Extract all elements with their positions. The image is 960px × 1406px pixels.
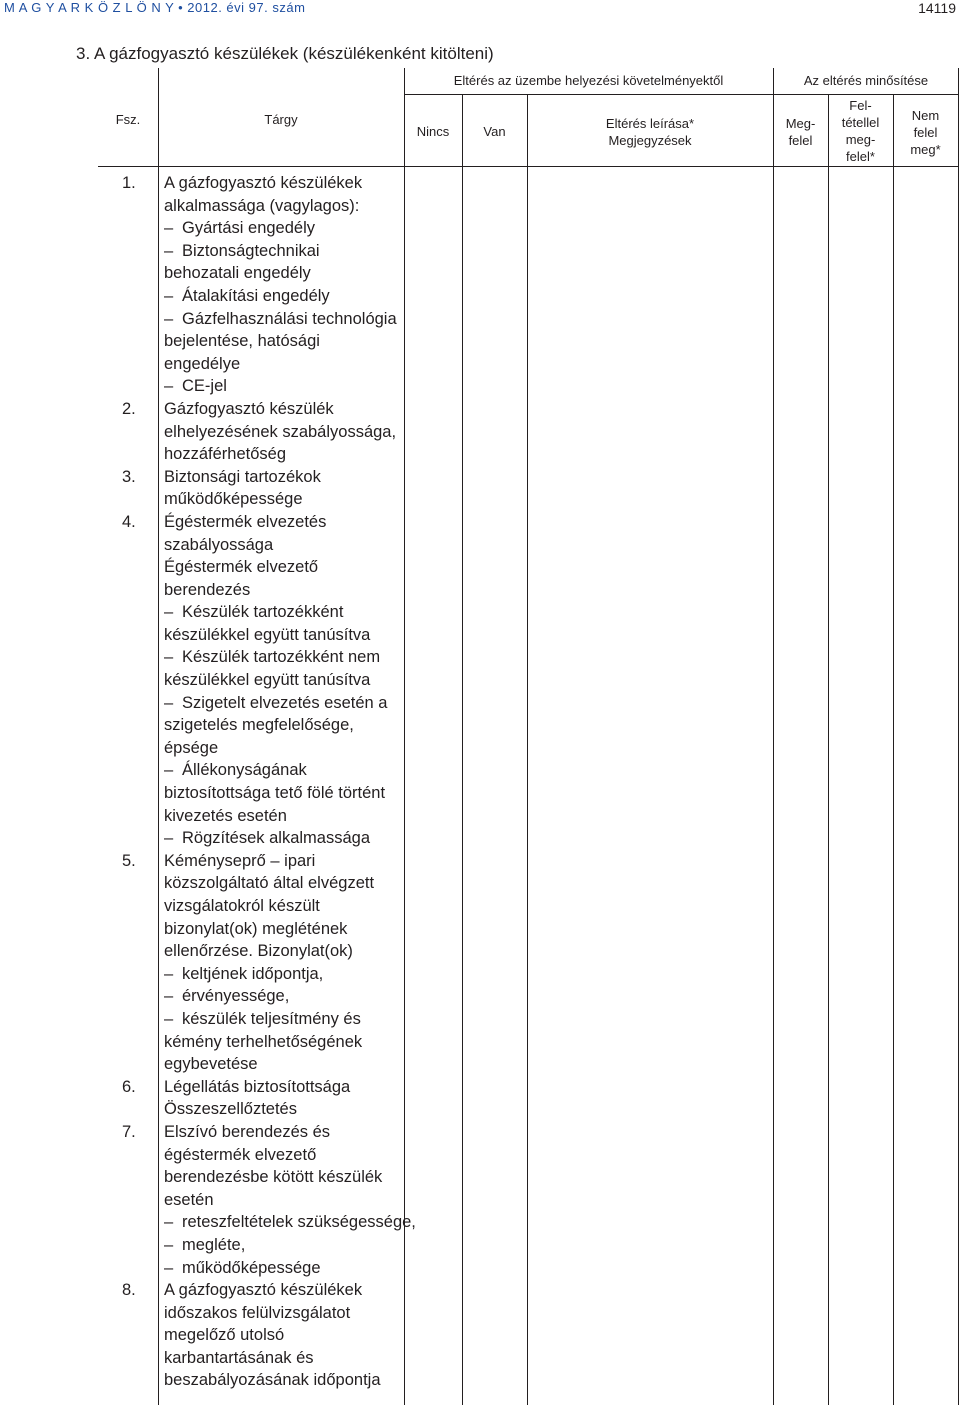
subject-text: készülékkel együtt tanúsítva — [164, 625, 371, 644]
subject-list-item — [164, 646, 410, 669]
dash-bullet-icon: – — [164, 1213, 174, 1232]
header-conditional-line: Fel- — [849, 98, 872, 113]
row-subject — [164, 398, 410, 466]
row-number: 1. — [122, 174, 136, 192]
row-number: 8. — [122, 1281, 136, 1300]
subject-text: Elszívó berendezés és — [164, 1122, 331, 1141]
subject-line — [164, 1031, 410, 1054]
subject-list-item — [164, 692, 410, 715]
subject-text: Égéstermék elvezető — [164, 558, 319, 577]
table-row — [98, 398, 410, 466]
subject-text: A gázfogyasztó készülékek — [164, 1281, 363, 1300]
page-number: 14119 — [918, 0, 956, 16]
subject-list-item — [164, 601, 410, 624]
subject-line — [164, 737, 410, 760]
header-group-rating — [773, 72, 959, 89]
header-group-divider — [404, 94, 959, 95]
subject-text: Készülék tartozékként nem — [182, 648, 381, 667]
subject-text: Állékonyságának — [182, 761, 307, 780]
header-group-rating-label: Az eltérés minősítése — [803, 73, 929, 88]
col-divider — [828, 95, 829, 1405]
subject-line — [164, 714, 410, 737]
subject-line — [164, 466, 410, 489]
subject-text: berendezés — [164, 580, 251, 599]
subject-text: behozatali engedély — [164, 264, 311, 283]
header-yes — [462, 123, 527, 140]
col-divider — [893, 95, 894, 1405]
subject-line — [164, 534, 410, 557]
header-ok-line: felel — [788, 133, 813, 148]
subject-text: elhelyezésének szabályossága, — [164, 422, 397, 441]
dash-bullet-icon: – — [164, 377, 174, 396]
dash-bullet-icon: – — [164, 603, 174, 622]
subject-text: Szigetelt elvezetés esetén a — [182, 693, 388, 712]
dash-bullet-icon: – — [164, 987, 174, 1006]
subject-line — [164, 421, 410, 444]
subject-text: Készülék tartozékként — [182, 603, 344, 622]
subject-text: épsége — [164, 738, 219, 757]
subject-text: Átalakítási engedély — [182, 286, 330, 305]
header-ok — [773, 115, 828, 149]
subject-line — [164, 172, 410, 195]
subject-line — [164, 1121, 410, 1144]
subject-line — [164, 1369, 410, 1392]
subject-text: Égéstermék elvezetés — [164, 512, 327, 531]
subject-text: Összeszellőztetés — [164, 1100, 297, 1119]
subject-list-item — [164, 308, 410, 331]
table-row — [98, 1121, 416, 1279]
header-group-deviation-label: Eltérés az üzembe helyezési követelményektől — [453, 73, 724, 88]
subject-list-item — [164, 285, 410, 308]
subject-list-item — [164, 217, 410, 240]
dash-bullet-icon: – — [164, 964, 174, 983]
subject-text: esetén — [164, 1190, 214, 1209]
col-divider — [527, 95, 528, 1405]
dash-bullet-icon: – — [164, 1009, 174, 1028]
subject-text: A gázfogyasztó készülékek — [164, 174, 363, 192]
subject-text: Gyártási engedély — [182, 219, 315, 238]
col-divider — [958, 68, 959, 1405]
table-row — [98, 1076, 410, 1121]
subject-list-item — [164, 375, 410, 398]
subject-line — [164, 805, 410, 828]
dash-bullet-icon: – — [164, 648, 174, 667]
table-row — [98, 850, 410, 1076]
subject-list-item — [164, 827, 410, 850]
subject-line — [164, 895, 410, 918]
header-conditional-line: tétellel — [841, 115, 880, 130]
subject-line — [164, 1144, 410, 1167]
subject-line — [164, 918, 410, 941]
subject-text: készülékkel együtt tanúsítva — [164, 671, 371, 690]
subject-line — [164, 872, 410, 895]
subject-text: szabályossága — [164, 535, 274, 554]
row-subject — [164, 466, 410, 511]
row-number: 4. — [122, 512, 136, 531]
row-subject — [164, 1279, 410, 1392]
subject-text: kivezetés esetén — [164, 806, 287, 825]
subject-line — [164, 262, 410, 285]
subject-list-item — [164, 1257, 410, 1280]
subject-text: szigetelés megfelelősége, — [164, 716, 354, 735]
subject-text: keltjének időpontja, — [182, 964, 324, 983]
subject-line — [164, 1347, 410, 1370]
subject-text: beszabályozásának időpontja — [164, 1371, 381, 1390]
header-description-line: Megjegyzések — [608, 133, 692, 148]
subject-text: időszakos felülvizsgálatot — [164, 1303, 351, 1322]
header-description — [527, 115, 773, 149]
row-number: 7. — [122, 1122, 136, 1141]
subject-line — [164, 624, 410, 647]
subject-list-item — [164, 1234, 410, 1257]
header-not-ok-line: meg* — [910, 142, 941, 157]
publication-title: M A G Y A R K Ö Z L Ö N Y • 2012. évi 97. szám — [4, 0, 306, 15]
row-subject — [164, 511, 410, 850]
dash-bullet-icon: – — [164, 309, 174, 328]
subject-line — [164, 1324, 410, 1347]
header-none-label: Nincs — [416, 124, 450, 139]
header-fsz — [98, 111, 158, 128]
subject-text: készülék teljesítmény és — [182, 1009, 361, 1028]
subject-text: Gázfogyasztó készülék — [164, 399, 334, 418]
subject-list-item — [164, 1008, 410, 1031]
subject-line — [164, 1302, 410, 1325]
dash-bullet-icon: – — [164, 829, 174, 848]
table-row — [98, 466, 410, 511]
subject-text: berendezésbe kötött készülék — [164, 1168, 383, 1187]
dash-bullet-icon: – — [164, 1258, 174, 1277]
subject-line — [164, 1279, 410, 1302]
subject-line — [164, 850, 410, 873]
subject-line — [164, 556, 410, 579]
subject-text: karbantartásának és — [164, 1348, 314, 1367]
subject-line — [164, 353, 410, 376]
header-fsz-label: Fsz. — [115, 112, 141, 127]
subject-text: Rögzítések alkalmassága — [182, 829, 371, 848]
subject-line — [164, 511, 410, 534]
subject-text: hozzáférhetőség — [164, 445, 287, 464]
subject-text: működőképessége — [164, 490, 303, 509]
header-conditional-line: felel* — [846, 149, 875, 164]
row-subject — [164, 172, 410, 398]
dash-bullet-icon: – — [164, 286, 174, 305]
header-subject-label: Tárgy — [264, 112, 298, 127]
subject-line — [164, 782, 410, 805]
section-title: 3. A gázfogyasztó készülékek (készülékenként kitölteni) — [76, 44, 494, 63]
table-row — [98, 511, 410, 850]
header-not-ok — [893, 107, 958, 158]
dash-bullet-icon: – — [164, 1235, 174, 1254]
header-conditional — [828, 97, 893, 165]
table-body — [98, 172, 416, 1392]
subject-text: alkalmassága (vagylagos): — [164, 196, 360, 215]
header-not-ok-line: Nem — [911, 108, 940, 123]
row-subject — [164, 1076, 410, 1121]
subject-list-item — [164, 985, 410, 1008]
subject-text: vizsgálatokról készült — [164, 897, 320, 915]
subject-line — [164, 1189, 410, 1212]
subject-text: kémény terhelhetőségének — [164, 1032, 363, 1051]
header-description-line: Eltérés leírása* — [605, 116, 695, 131]
dash-bullet-icon: – — [164, 219, 174, 238]
row-number: 6. — [122, 1077, 136, 1096]
subject-text: bizonylat(ok) meglétének — [164, 919, 348, 938]
row-subject — [164, 1121, 416, 1279]
subject-text: Kéményseprő – ipari — [164, 851, 316, 870]
subject-text: CE-jel — [182, 377, 227, 396]
subject-text: Légellátás biztosítottsága — [164, 1077, 351, 1096]
subject-line — [164, 669, 410, 692]
header-not-ok-line: felel — [913, 125, 938, 140]
subject-line — [164, 1098, 410, 1121]
dash-bullet-icon: – — [164, 761, 174, 780]
subject-text: biztosítottsága tető fölé történt — [164, 784, 386, 803]
subject-text: egybevetése — [164, 1055, 258, 1074]
subject-text: égéstermék elvezető — [164, 1145, 317, 1164]
subject-text: Biztonságtechnikai — [182, 241, 320, 260]
row-number: 5. — [122, 851, 136, 870]
subject-list-item — [164, 963, 410, 986]
subject-line — [164, 1076, 410, 1099]
header-subject — [158, 111, 404, 128]
subject-text: ellenőrzése. Bizonylat(ok) — [164, 942, 353, 961]
table-row — [98, 172, 410, 398]
header-group-deviation — [404, 72, 773, 89]
header-ok-line: Meg- — [785, 116, 816, 131]
subject-text: érvényessége, — [182, 987, 290, 1006]
subject-text: működőképessége — [182, 1258, 321, 1277]
subject-line — [164, 488, 410, 511]
header-bottom-rule — [98, 166, 959, 167]
subject-line — [164, 330, 410, 353]
subject-line — [164, 195, 410, 218]
col-divider — [462, 95, 463, 1405]
subject-text: bejelentése, hatósági — [164, 332, 320, 351]
subject-text: reteszfeltételek szükségessége, — [182, 1213, 416, 1232]
subject-line — [164, 443, 410, 466]
header-none — [404, 123, 462, 140]
subject-text: engedélye — [164, 354, 241, 373]
dash-bullet-icon: – — [164, 693, 174, 712]
subject-list-item — [164, 759, 410, 782]
row-subject — [164, 850, 410, 1076]
header-conditional-line: meg- — [845, 132, 876, 147]
subject-text: megléte, — [182, 1235, 246, 1254]
subject-line — [164, 1166, 410, 1189]
subject-list-item — [164, 1211, 416, 1234]
table-row — [98, 1279, 410, 1392]
row-number: 3. — [122, 467, 136, 486]
subject-text: Biztonsági tartozékok — [164, 467, 321, 486]
subject-text: közszolgáltató által elvégzett — [164, 874, 375, 893]
subject-text: Gázfelhasználási technológia — [182, 309, 397, 328]
subject-list-item — [164, 240, 410, 263]
subject-line — [164, 940, 410, 963]
row-number: 2. — [122, 399, 136, 418]
subject-line — [164, 398, 410, 421]
subject-text: megelőző utolsó — [164, 1326, 285, 1345]
dash-bullet-icon: – — [164, 241, 174, 260]
subject-line — [164, 579, 410, 602]
page-header — [0, 0, 960, 16]
subject-line — [164, 1053, 410, 1076]
header-yes-label: Van — [483, 124, 506, 139]
col-divider — [773, 68, 774, 1405]
